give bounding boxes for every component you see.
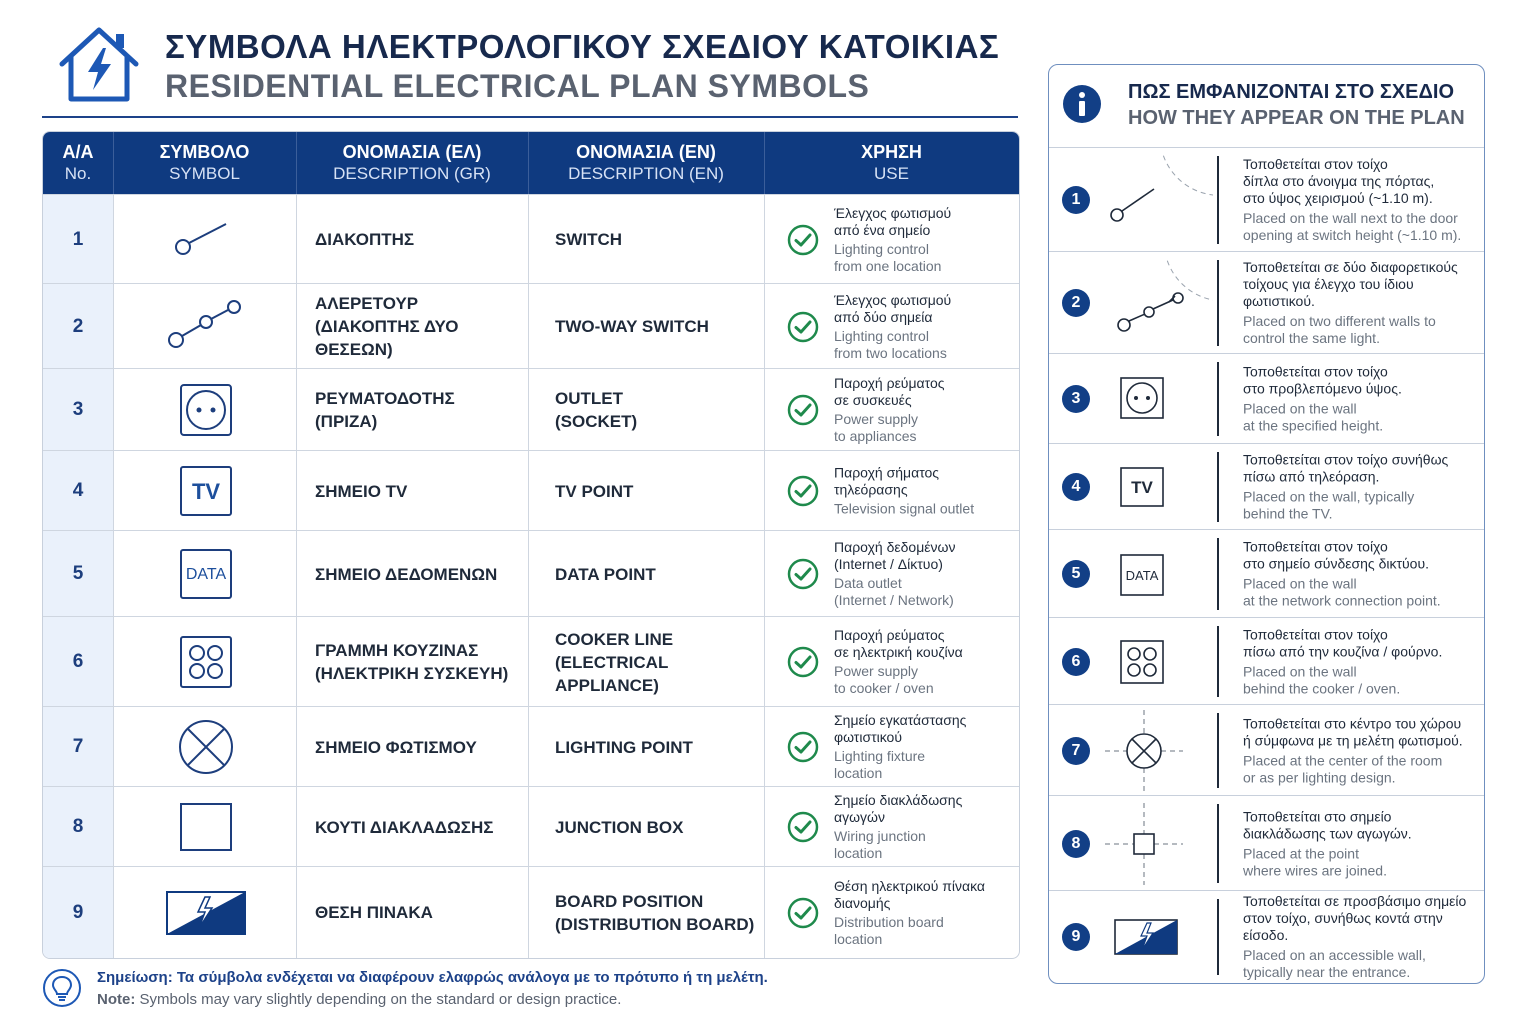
distribution-board-symbol bbox=[113, 867, 297, 958]
placement-english: Placed on the wall at the specified height. bbox=[1243, 400, 1384, 434]
table-row bbox=[43, 866, 1019, 958]
placement-english: Placed on the wall next to the door opening at switch height (~1.10 m). bbox=[1243, 210, 1462, 243]
use-cell bbox=[764, 451, 1020, 531]
note-en-text: Symbols may vary slightly depending on the standard or design practice. bbox=[135, 991, 622, 1008]
description-english bbox=[528, 195, 764, 284]
use-english: Distribution board location bbox=[834, 913, 944, 947]
placement-greek: Τοποθετείται στον τοίχο στο προβλεπόμενο ύψος. bbox=[1243, 363, 1402, 397]
header-no-gr: Α/Α bbox=[62, 142, 94, 162]
description-english bbox=[528, 451, 764, 531]
check-icon bbox=[787, 558, 819, 590]
tv-point-symbol bbox=[113, 451, 297, 531]
placement-english: Placed on two different walls to control the same light. bbox=[1243, 313, 1436, 346]
use-greek: Παροχή δεδομένων (Internet / Δίκτυο) bbox=[834, 539, 956, 572]
plan-diagram-6 bbox=[1103, 617, 1213, 707]
description-english-text: OUTLET (SOCKET) bbox=[555, 389, 638, 431]
row-number: 6 bbox=[43, 617, 113, 707]
description-english bbox=[528, 707, 764, 787]
description-greek-text: ΚΟΥΤΙ ΔΙΑΚΛΑΔΩΣΗΣ bbox=[315, 817, 494, 837]
item-number-badge: 1 bbox=[1062, 186, 1090, 214]
check-icon bbox=[787, 646, 819, 678]
description-greek bbox=[296, 787, 528, 867]
item-number-badge: 6 bbox=[1062, 648, 1090, 676]
row-number: 8 bbox=[43, 787, 113, 867]
header-desc-en-l2: DESCRIPTION (EN) bbox=[568, 164, 724, 183]
check-icon bbox=[787, 731, 819, 763]
description-greek-text: ΘΕΣΗ ΠΙΝΑΚΑ bbox=[315, 903, 433, 922]
panel-item bbox=[1049, 251, 1484, 354]
placement-greek: Τοποθετείται σε προσβάσιμο σημείο στον τοίχο, συνήθως κοντά στην είσοδο. bbox=[1243, 893, 1467, 943]
svg-text:TV: TV bbox=[191, 479, 220, 504]
panel-divider bbox=[1217, 260, 1219, 346]
row-number: 1 bbox=[43, 195, 113, 284]
lighting-point-symbol bbox=[113, 707, 297, 787]
check-icon bbox=[787, 475, 819, 507]
table-row bbox=[43, 283, 1019, 369]
house-lightning-icon bbox=[56, 24, 142, 104]
item-number-badge: 5 bbox=[1062, 560, 1090, 588]
placement-english: Placed on the wall behind the cooker / oven. bbox=[1243, 663, 1401, 696]
use-english: Wiring junction location bbox=[834, 828, 926, 861]
plan-diagram-5 bbox=[1103, 529, 1213, 619]
description-english-text: LIGHTING POINT bbox=[555, 737, 693, 757]
panel-item bbox=[1049, 617, 1484, 705]
panel-divider bbox=[1217, 899, 1219, 975]
note-greek: Σημείωση: Τα σύμβολα ενδέχεται να διαφέρουν ελαφρώς ανάλογα με το πρότυπο ή τη μελέτη. bbox=[97, 969, 768, 986]
description-greek-text: ΔΙΑΚΟΠΤΗΣ bbox=[315, 230, 415, 249]
panel-item bbox=[1049, 704, 1484, 796]
placement-english: Placed at the point where wires are joined. bbox=[1243, 845, 1387, 878]
description-english-text: TWO-WAY SWITCH bbox=[555, 317, 709, 336]
use-greek: Παροχή ρεύματος σε συσκευές bbox=[834, 375, 945, 408]
use-cell bbox=[764, 617, 1020, 707]
row-number: 3 bbox=[43, 369, 113, 451]
panel-title-english: HOW THEY APPEAR ON THE PLAN bbox=[1128, 107, 1465, 129]
panel-item bbox=[1049, 353, 1484, 444]
table-row bbox=[43, 616, 1019, 707]
table-row bbox=[43, 530, 1019, 617]
header-symbol bbox=[113, 132, 296, 194]
description-greek-text: ΡΕΥΜΑΤΟΔΟΤΗΣ (ΠΡΙΖΑ) bbox=[315, 389, 455, 431]
plan-diagram-7 bbox=[1103, 706, 1213, 796]
placement-greek: Τοποθετείται στον τοίχο συνήθως πίσω από τηλεόραση. bbox=[1243, 451, 1449, 485]
item-number-badge: 9 bbox=[1062, 923, 1090, 951]
plan-diagram-8 bbox=[1103, 799, 1213, 889]
description-english-text: SWITCH bbox=[555, 230, 623, 249]
plan-diagram-1 bbox=[1103, 155, 1213, 245]
description-greek bbox=[296, 707, 528, 787]
data-point-symbol bbox=[113, 531, 297, 617]
description-greek bbox=[296, 867, 528, 958]
header-desc-en bbox=[528, 132, 764, 194]
outlet-symbol bbox=[113, 369, 297, 451]
panel-item bbox=[1049, 443, 1484, 530]
plan-diagram-2 bbox=[1103, 258, 1213, 348]
plan-diagram-3 bbox=[1103, 354, 1213, 444]
panel-item bbox=[1049, 147, 1484, 252]
use-english: Lighting control from one location bbox=[834, 240, 942, 274]
switch-symbol bbox=[113, 195, 297, 284]
cooker-line-symbol bbox=[113, 617, 297, 707]
use-greek: Έλεγχος φωτισμού από δύο σημεία bbox=[834, 291, 952, 325]
description-greek-text: ΓΡΑΜΜΗ ΚΟΥΖΙΝΑΣ (ΗΛΕΚΤΡΙΚΗ ΣΥΣΚΕΥΗ) bbox=[315, 641, 509, 683]
placement-greek: Τοποθετείται στον τοίχο στο σημείο σύνδεσης δικτύου. bbox=[1243, 538, 1429, 572]
item-number-badge: 3 bbox=[1062, 385, 1090, 413]
check-icon bbox=[787, 897, 819, 929]
panel-divider bbox=[1217, 362, 1219, 436]
page-title-greek: ΣΥΜΒΟΛΑ ΗΛΕΚΤΡΟΛΟΓΙΚΟΥ ΣΧΕΔΙΟΥ ΚΑΤΟΙΚΙΑΣ bbox=[165, 28, 1000, 65]
header-desc-en-l1: ΟΝΟΜΑΣΙΑ (EN) bbox=[576, 142, 716, 162]
header-use-en: USE bbox=[874, 164, 909, 183]
panel-divider bbox=[1217, 804, 1219, 883]
description-greek bbox=[296, 617, 528, 707]
panel-title-greek: ΠΩΣ ΕΜΦΑΝΙΖΟΝΤΑΙ ΣΤΟ ΣΧΕΔΙΟ bbox=[1128, 81, 1455, 103]
use-english: Power supply to cooker / oven bbox=[834, 663, 934, 696]
page-title-english: RESIDENTIAL ELECTRICAL PLAN SYMBOLS bbox=[165, 68, 870, 104]
description-english-text: BOARD POSITION (DISTRIBUTION BOARD) bbox=[555, 891, 755, 934]
use-greek: Σημείο διακλάδωσης αγωγών bbox=[834, 792, 963, 825]
description-greek bbox=[296, 531, 528, 617]
item-number-badge: 8 bbox=[1062, 830, 1090, 858]
header-desc-gr-l1: ΟΝΟΜΑΣΙΑ (ΕΛ) bbox=[342, 142, 482, 162]
plan-diagram-9 bbox=[1103, 892, 1213, 982]
table-header bbox=[43, 132, 1019, 194]
row-number: 4 bbox=[43, 451, 113, 531]
description-english-text: JUNCTION BOX bbox=[555, 817, 684, 837]
panel-item bbox=[1049, 795, 1484, 891]
use-cell bbox=[764, 369, 1020, 451]
description-english bbox=[528, 284, 764, 369]
description-english bbox=[528, 617, 764, 707]
use-cell bbox=[764, 195, 1020, 284]
placement-english: Placed on the wall, typically behind the TV. bbox=[1243, 488, 1415, 522]
svg-text:DATA: DATA bbox=[185, 566, 226, 583]
use-greek: Έλεγχος φωτισμού από ένα σημείο bbox=[834, 204, 952, 238]
symbols-table bbox=[42, 131, 1020, 959]
table-row bbox=[43, 706, 1019, 787]
plan-diagram-4 bbox=[1103, 442, 1213, 532]
use-english: Data outlet (Internet / Network) bbox=[834, 575, 954, 608]
note-english bbox=[97, 991, 621, 1008]
description-greek bbox=[296, 195, 528, 284]
check-icon bbox=[787, 811, 819, 843]
panel-divider bbox=[1217, 626, 1219, 697]
row-number: 5 bbox=[43, 531, 113, 617]
item-number-badge: 2 bbox=[1062, 289, 1090, 317]
item-number-badge: 4 bbox=[1062, 473, 1090, 501]
svg-text:TV: TV bbox=[1131, 478, 1153, 497]
use-english: Lighting control from two locations bbox=[834, 327, 947, 361]
junction-box-symbol bbox=[113, 787, 297, 867]
header-symbol-en: SYMBOL bbox=[169, 164, 240, 183]
description-english-text: COOKER LINE (ELECTRICAL APPLIANCE) bbox=[555, 629, 674, 695]
table-row bbox=[43, 786, 1019, 867]
description-english bbox=[528, 787, 764, 867]
check-icon bbox=[787, 394, 819, 426]
placement-english: Placed on the wall at the network connection point. bbox=[1243, 575, 1441, 609]
two-way-switch-symbol bbox=[113, 284, 297, 369]
placement-english: Placed at the center of the room or as per lighting design. bbox=[1243, 752, 1443, 785]
use-greek: Παροχή ρεύματος σε ηλεκτρική κουζίνα bbox=[834, 627, 963, 660]
description-greek-text: ΣΗΜΕΙΟ ΦΩΤΙΣΜΟΥ bbox=[315, 737, 477, 757]
use-english: Lighting fixture location bbox=[834, 748, 926, 781]
description-greek bbox=[296, 369, 528, 451]
use-english: Television signal outlet bbox=[834, 500, 975, 517]
panel-item bbox=[1049, 890, 1484, 983]
header-divider bbox=[42, 116, 1018, 118]
check-icon bbox=[787, 311, 819, 343]
description-english bbox=[528, 531, 764, 617]
description-greek-text: ΣΗΜΕΙΟ TV bbox=[315, 481, 408, 501]
description-english bbox=[528, 867, 764, 958]
header-no bbox=[43, 132, 113, 194]
use-greek: Σημείο εγκατάστασης φωτιστικού bbox=[834, 712, 967, 745]
panel-divider bbox=[1217, 156, 1219, 244]
use-cell bbox=[764, 284, 1020, 369]
row-number: 9 bbox=[43, 867, 113, 958]
header-use-gr: ΧΡΗΣΗ bbox=[861, 142, 922, 162]
placement-greek: Τοποθετείται στον τοίχο δίπλα στο άνοιγμα της πόρτας, στο ύψος χειρισμού (~1.10 m). bbox=[1243, 156, 1435, 206]
use-cell bbox=[764, 787, 1020, 867]
placement-greek: Τοποθετείται στο κέντρο του χώρου ή σύμφωνα με τη μελέτη φωτισμού. bbox=[1243, 715, 1463, 748]
use-cell bbox=[764, 531, 1020, 617]
table-row bbox=[43, 368, 1019, 451]
check-icon bbox=[787, 224, 819, 256]
description-greek-text: ΣΗΜΕΙΟ ΔΕΔΟΜΕΝΩΝ bbox=[315, 564, 498, 584]
use-cell bbox=[764, 707, 1020, 787]
description-english bbox=[528, 369, 764, 451]
panel-divider bbox=[1217, 713, 1219, 788]
description-english-text: DATA POINT bbox=[555, 564, 656, 584]
use-english: Power supply to appliances bbox=[834, 411, 919, 444]
header-desc-gr-l2: DESCRIPTION (GR) bbox=[333, 164, 491, 183]
header-use bbox=[764, 132, 1019, 194]
row-number: 7 bbox=[43, 707, 113, 787]
table-row bbox=[43, 194, 1019, 284]
row-number: 2 bbox=[43, 284, 113, 369]
use-cell bbox=[764, 867, 1020, 958]
table-row bbox=[43, 450, 1019, 531]
info-icon bbox=[1062, 84, 1102, 124]
panel-item bbox=[1049, 529, 1484, 618]
header-no-en: No. bbox=[64, 164, 92, 183]
lightbulb-icon bbox=[42, 968, 82, 1008]
placement-greek: Τοποθετείται στο σημείο διακλάδωσης των αγωγών. bbox=[1243, 808, 1412, 841]
description-greek bbox=[296, 451, 528, 531]
use-greek: Παροχή σήματος τηλεόρασης bbox=[834, 464, 940, 498]
placement-english: Placed on an accessible wall, typically near the entrance. bbox=[1243, 947, 1426, 980]
placement-greek: Τοποθετείται στον τοίχο πίσω από την κουζίνα / φούρνο. bbox=[1243, 626, 1443, 659]
header-symbol-gr: ΣΥΜΒΟΛΟ bbox=[159, 142, 250, 162]
header-desc-gr bbox=[296, 132, 528, 194]
note-en-prefix: Note: bbox=[97, 991, 136, 1008]
panel-divider bbox=[1217, 452, 1219, 522]
svg-text:DATA: DATA bbox=[1125, 568, 1159, 583]
panel-divider bbox=[1217, 538, 1219, 610]
description-english-text: TV POINT bbox=[555, 481, 634, 501]
use-greek: Θέση ηλεκτρικού πίνακα διανομής bbox=[834, 877, 986, 911]
description-greek bbox=[296, 284, 528, 369]
item-number-badge: 7 bbox=[1062, 737, 1090, 765]
description-greek-text: ΑΛΕΡΕΤΟΥΡ (ΔΙΑΚΟΠΤΗΣ ΔΥΟ ΘΕΣΕΩΝ) bbox=[315, 294, 459, 359]
placement-greek: Τοποθετείται σε δύο διαφορετικούς τοίχους για έλεγχο του ίδιου φωτιστικού. bbox=[1243, 259, 1458, 309]
